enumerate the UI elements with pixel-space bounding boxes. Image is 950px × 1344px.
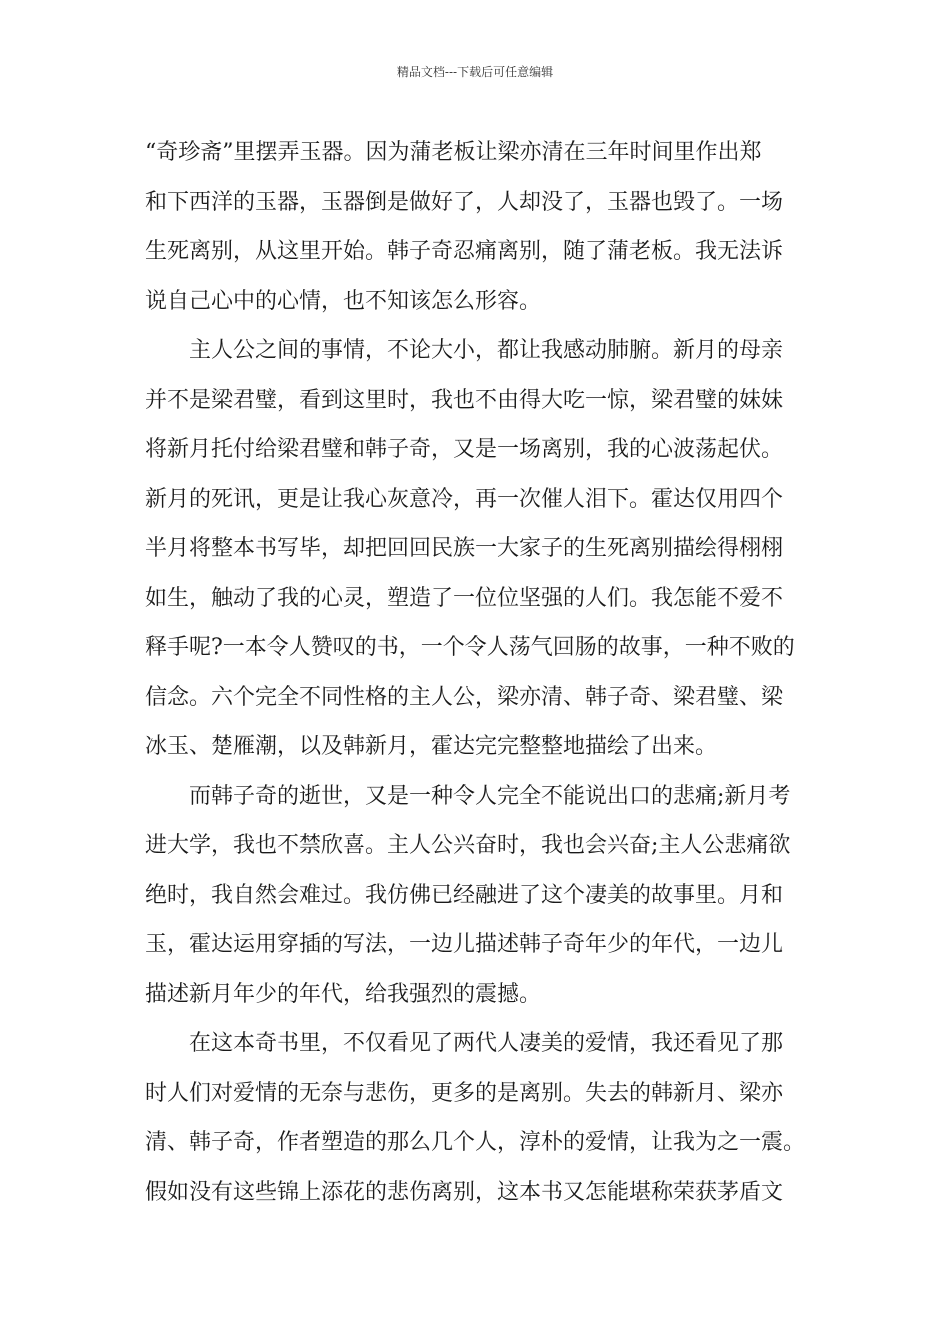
text-line: 半月将整本书写毕，却把回回民族一大家子的生死离别描绘得栩栩 <box>145 536 784 561</box>
text-line: 清、韩子奇，作者塑造的那么几个人，淳朴的爱情，让我为之一震。 <box>145 1130 806 1155</box>
text-line: 说自己心中的心情，也不知该怎么形容。 <box>145 288 542 314</box>
text-line: 冰玉、楚雁潮，以及韩新月，霍达完完整整地描绘了出来。 <box>145 734 718 759</box>
document-body <box>145 128 817 1217</box>
text-line: 生死离别，从这里开始。韩子奇忍痛离别，随了蒲老板。我无法诉 <box>145 239 784 264</box>
text-line: 新月的死讯，更是让我心灰意冷，再一次催人泪下。霍达仅用四个 <box>145 486 784 512</box>
text-line: 将新月托付给梁君璧和韩子奇，又是一场离别，我的心波荡起伏。 <box>145 437 784 462</box>
text-line: 进大学，我也不禁欣喜。主人公兴奋时，我也会兴奋;主人公悲痛欲 <box>145 833 791 858</box>
text-line: 释手呢?一本令人赞叹的书，一个令人荡气回肠的故事，一种不败的 <box>145 635 795 660</box>
page-header: 精品文档---下载后可任意编辑 <box>396 65 554 79</box>
text-line: 描述新月年少的年代，给我强烈的震撼。 <box>145 981 542 1007</box>
text-line: 时人们对爱情的无奈与悲伤，更多的是离别。失去的韩新月、梁亦 <box>145 1080 784 1106</box>
text-line: 和下西洋的玉器，玉器倒是做好了，人却没了，玉器也毁了。一场 <box>145 189 784 215</box>
text-line: 假如没有这些锦上添花的悲伤离别，这本书又怎能堪称荣获茅盾文 <box>145 1179 784 1205</box>
text-line: 如生，触动了我的心灵，塑造了一位位坚强的人们。我怎能不爱不 <box>145 585 784 611</box>
text-line: 玉，霍达运用穿插的写法，一边儿描述韩子奇年少的年代，一边儿 <box>145 932 784 957</box>
text-line: 信念。六个完全不同性格的主人公，梁亦清、韩子奇、梁君璧、梁 <box>145 684 784 710</box>
text-line: 并不是梁君璧，看到这里时，我也不由得大吃一惊，梁君璧的妹妹 <box>145 387 784 413</box>
text-line: “奇珍斋”里摆弄玉器。因为蒲老板让梁亦清在三年时间里作出郑 <box>145 140 762 165</box>
text-line: 而韩子奇的逝世，又是一种令人完全不能说出口的悲痛;新月考 <box>189 783 791 809</box>
text-line: 主人公之间的事情，不论大小，都让我感动肺腑。新月的母亲 <box>189 338 784 363</box>
text-line: 在这本奇书里，不仅看见了两代人凄美的爱情，我还看见了那 <box>189 1031 784 1056</box>
text-line: 绝时，我自然会难过。我仿佛已经融进了这个凄美的故事里。月和 <box>145 882 784 908</box>
